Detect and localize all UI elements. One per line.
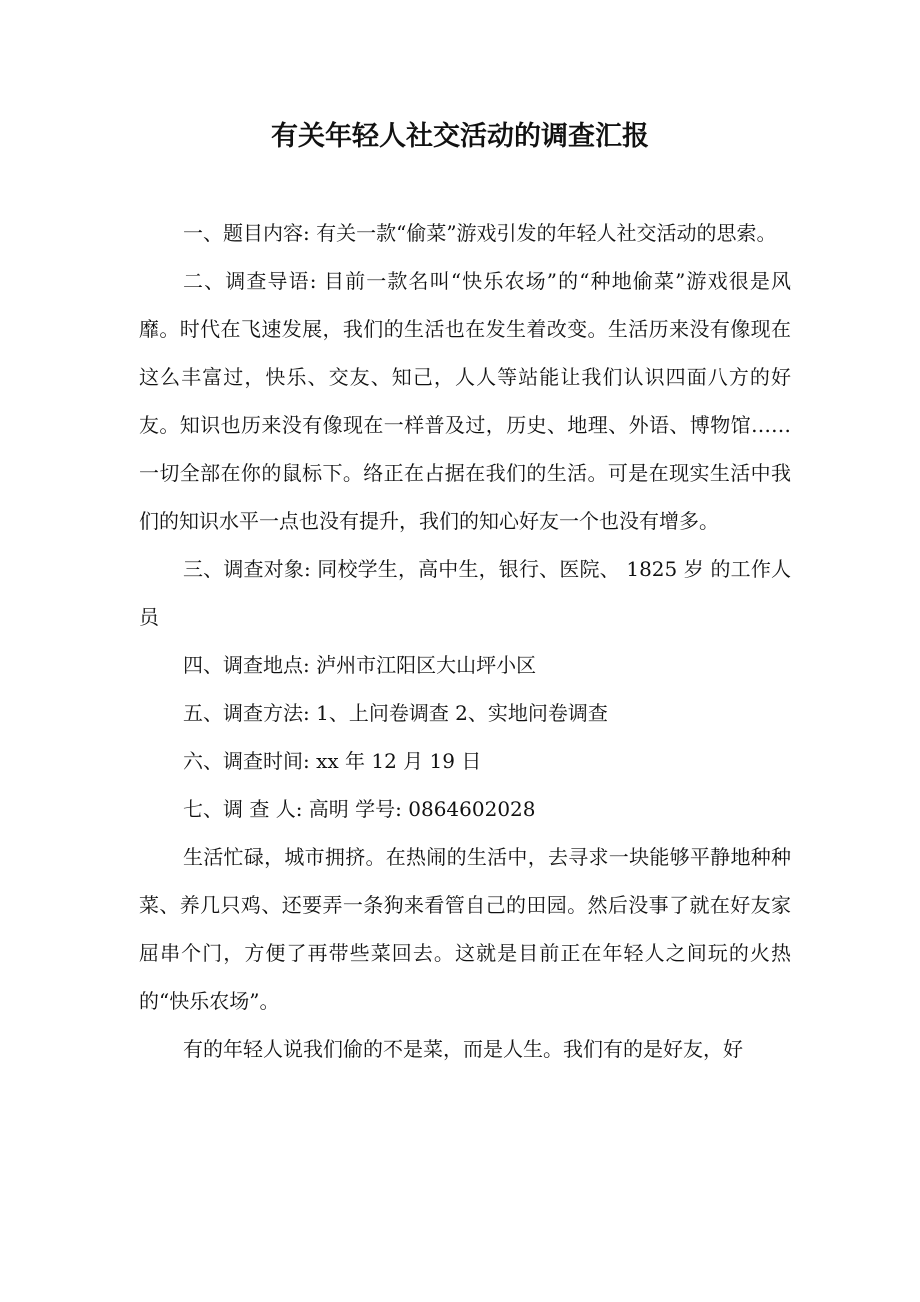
paragraph-time: 六、调查时间: xx 年 12 月 19 日 (183, 749, 482, 773)
document-body (139, 209, 791, 1073)
document-title: 有关年轻人社交活动的调查汇报 (271, 121, 649, 152)
paragraph-methods: 五、调查方法: 1、上问卷调查 2、实地问卷调查 (183, 701, 608, 725)
paragraph-investigator: 七、调 查 人: 高明 学号: 0864602028 (183, 797, 536, 821)
paragraph-subjects: 三、调查对象: 同校学生，高中生，银行、医院、 1825 岁 的工作人员 (139, 557, 791, 629)
paragraph-farm-life: 生活忙碌，城市拥挤。在热闹的生活中，去寻求一块能够平静地种种菜、养几只鸡、还要弄一条狗来看管自己的田园。然后没事了就在好友家屈串个门，方便了再带些菜回去。这就是目前正在年轻人之间玩的火热的“快乐农场”。 (139, 845, 791, 1013)
paragraph-introduction: 二、调查导语: 目前一款名叫“快乐农场”的“种地偷菜”游戏很是风靡。时代在飞速发展，我们的生活也在发生着改变。生活历来没有像现在这么丰富过，快乐、交友、知己，人人等站能让我们认识四面八方的好友。知识也历来没有像现在一样普及过，历史、地理、外语、博物馆……一切全部在你的鼠标下。络正在占据在我们的生活。可是在现实生活中我们的知识水平一点也没有提升，我们的知心好友一个也没有增多。 (139, 269, 791, 533)
paragraph-topic: 一、题目内容: 有关一款“偷菜”游戏引发的年轻人社交活动的思索。 (183, 221, 777, 245)
paragraph-youth-view: 有的年轻人说我们偷的不是菜，而是人生。我们有的是好友，好 (183, 1037, 743, 1061)
paragraph-location: 四、调查地点: 泸州市江阳区大山坪小区 (183, 653, 537, 677)
